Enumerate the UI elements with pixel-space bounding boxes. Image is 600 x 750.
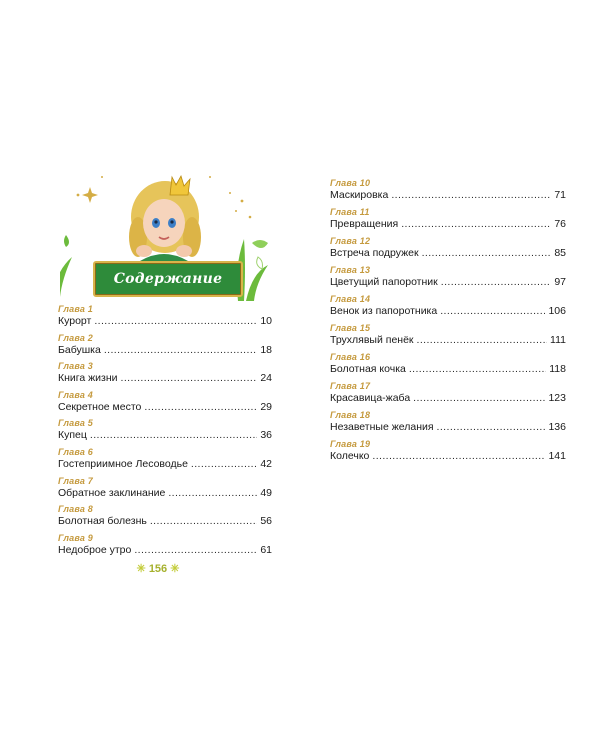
leader-dots xyxy=(441,276,552,288)
leader-dots xyxy=(391,189,551,201)
page-number-value: 156 xyxy=(148,563,168,575)
toc-line xyxy=(58,372,272,384)
chapter-label: Глава 10 xyxy=(330,178,371,188)
chapter-title: Колечко xyxy=(330,450,370,462)
toc-line xyxy=(58,344,272,356)
chapter-page: 97 xyxy=(554,276,566,288)
chapter-title: Секретное место xyxy=(58,400,142,413)
toc-entry xyxy=(58,418,272,448)
chapter-title: Незаветные желания xyxy=(330,421,434,433)
chapter-label: Глава 9 xyxy=(58,532,94,543)
chapter-label: Глава 3 xyxy=(58,361,94,372)
chapter-page: 141 xyxy=(548,450,566,462)
chapter-title: Курорт xyxy=(58,315,92,327)
chapter-page: 24 xyxy=(260,372,272,385)
toc-line xyxy=(58,487,272,499)
chapter-title: Цветущий папоротник xyxy=(330,276,438,288)
chapter-page: 18 xyxy=(260,343,272,356)
chapter-label: Глава 11 xyxy=(330,207,370,217)
chapter-page: 49 xyxy=(260,486,272,499)
toc-entry xyxy=(330,323,566,353)
leader-dots xyxy=(409,363,546,375)
chapter-label: Глава 8 xyxy=(58,504,94,515)
leader-dots xyxy=(168,487,257,499)
chapter-title: Бабушка xyxy=(58,343,101,356)
leader-dots xyxy=(121,372,258,384)
toc-line xyxy=(330,247,566,259)
chapter-title: Венок из папоротника xyxy=(330,305,438,317)
toc-line xyxy=(58,515,272,527)
leader-dots xyxy=(94,315,257,327)
toc-line xyxy=(330,189,566,201)
chapter-label: Глава 12 xyxy=(330,236,371,246)
chapter-label: Глава 15 xyxy=(330,323,371,333)
toc-line xyxy=(330,363,566,375)
page-number xyxy=(128,562,188,575)
toc-entry xyxy=(330,381,566,411)
toc-entry xyxy=(330,410,566,440)
chapter-title: Купец xyxy=(58,429,87,442)
toc-entry xyxy=(330,439,566,469)
chapter-title: Маскировка xyxy=(330,189,389,201)
toc-entry xyxy=(330,265,566,295)
chapter-page: 71 xyxy=(554,189,566,201)
toc-line xyxy=(330,421,566,433)
toc-line xyxy=(58,401,272,413)
chapter-page: 111 xyxy=(550,334,566,346)
toc-line xyxy=(330,334,566,346)
chapter-page: 61 xyxy=(260,543,272,556)
toc-title: Содержание xyxy=(113,271,223,287)
toc-entry xyxy=(58,533,272,563)
leader-dots xyxy=(440,305,545,317)
chapter-title: Болотная болезнь xyxy=(58,515,147,528)
chapter-label: Глава 16 xyxy=(330,352,371,362)
chapter-title: Книга жизни xyxy=(58,372,118,385)
toc-line xyxy=(330,392,566,404)
toc-line xyxy=(330,450,566,462)
chapter-page: 56 xyxy=(260,515,272,528)
toc-heading-area xyxy=(60,165,280,315)
toc-entry xyxy=(58,304,272,334)
chapter-label: Глава 2 xyxy=(58,332,94,343)
chapter-page: 29 xyxy=(260,400,272,413)
chapter-title: Красавица-жаба xyxy=(330,392,411,404)
leader-dots xyxy=(150,515,257,527)
chapter-title: Гостеприимное Лесоводье xyxy=(58,458,188,470)
toc-entry xyxy=(330,178,566,208)
chapter-title: Встреча подружек xyxy=(330,247,419,259)
toc-entry xyxy=(58,333,272,363)
chapter-title: Обратное заклинание xyxy=(58,486,166,499)
toc-line xyxy=(58,315,272,327)
toc-entry xyxy=(58,504,272,534)
leader-dots xyxy=(372,450,545,462)
chapter-title: Превращения xyxy=(330,218,399,230)
asterisk-icon: ✳ xyxy=(136,563,146,575)
asterisk-icon: ✳ xyxy=(170,563,180,575)
leader-dots xyxy=(401,218,551,230)
leader-dots xyxy=(413,392,545,404)
toc-line xyxy=(330,276,566,288)
chapter-page: 36 xyxy=(260,429,272,442)
toc-line xyxy=(330,305,566,317)
chapter-page: 42 xyxy=(260,458,272,470)
chapter-page: 106 xyxy=(548,305,566,317)
chapter-label: Глава 14 xyxy=(330,294,371,304)
chapter-page: 85 xyxy=(554,247,566,259)
toc-entry xyxy=(330,236,566,266)
chapter-title: Болотная кочка xyxy=(330,363,406,375)
toc-entry xyxy=(330,352,566,382)
chapter-label: Глава 18 xyxy=(330,410,371,420)
chapter-label: Глава 7 xyxy=(58,475,94,486)
leader-dots xyxy=(104,344,257,356)
chapter-label: Глава 5 xyxy=(58,418,94,429)
chapter-label: Глава 6 xyxy=(58,447,94,457)
chapter-page: 118 xyxy=(549,363,566,375)
toc-title-banner xyxy=(93,261,243,297)
leader-dots xyxy=(422,247,552,259)
toc-line xyxy=(58,458,272,470)
toc-line xyxy=(58,429,272,441)
toc-entry xyxy=(58,361,272,391)
toc-entry xyxy=(58,476,272,506)
leader-dots xyxy=(191,458,257,470)
chapter-label: Глава 4 xyxy=(58,389,94,400)
chapter-label: Глава 1 xyxy=(58,304,94,314)
chapter-label: Глава 19 xyxy=(330,439,371,449)
toc-entry xyxy=(58,447,272,477)
leader-dots xyxy=(90,429,257,441)
chapter-label: Глава 13 xyxy=(330,265,371,275)
leader-dots xyxy=(417,334,548,346)
toc-entry xyxy=(330,294,566,324)
chapter-title: Трухлявый пенёк xyxy=(330,334,414,346)
chapter-page: 76 xyxy=(554,218,566,230)
chapter-title: Недоброе утро xyxy=(58,543,132,556)
leader-dots xyxy=(144,401,257,413)
toc-line xyxy=(58,544,272,556)
chapter-page: 10 xyxy=(260,315,272,327)
toc-entry xyxy=(58,390,272,420)
chapter-label: Глава 17 xyxy=(330,381,371,391)
chapter-page: 136 xyxy=(548,421,566,433)
leader-dots xyxy=(437,421,546,433)
toc-line xyxy=(330,218,566,230)
toc-entry xyxy=(330,207,566,237)
chapter-page: 123 xyxy=(548,392,566,404)
leader-dots xyxy=(134,544,257,556)
